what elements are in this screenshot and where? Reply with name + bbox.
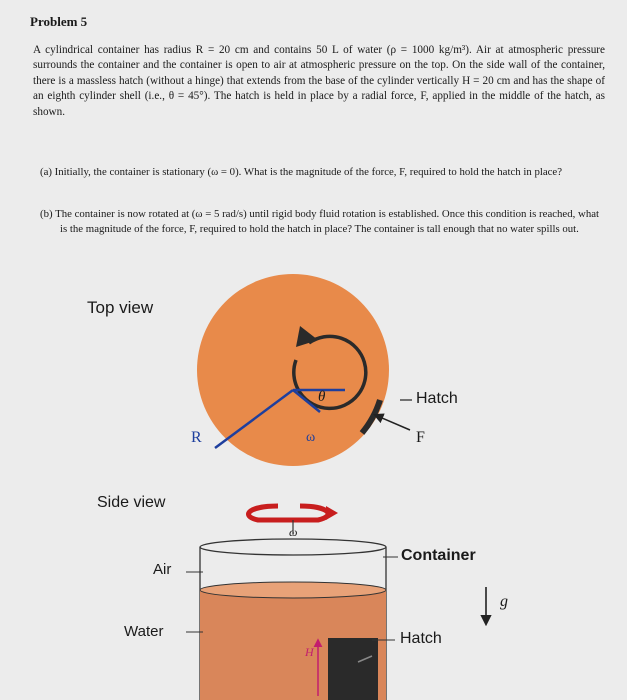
side-omega-label: ω: [289, 525, 298, 539]
container-label: Container: [401, 547, 476, 564]
top-view-title: Top view: [87, 298, 154, 317]
side-hatch: [328, 638, 378, 700]
top-omega-label: ω: [306, 430, 316, 445]
question-b-text: (b) The container is now rotated at (ω = 5 rad/s) until rigid body fluid rotation is established. Once this condition is reached, what is the magnitude of the force, F, required to hold the hatch in place? The container is tall enough that no water spills out.: [40, 208, 600, 235]
top-hatch-label: Hatch: [416, 390, 458, 407]
question-a-text: (a) Initially, the container is stationary (ω = 0). What is the magnitude of the force, F, required to hold the hatch in place?: [40, 166, 563, 178]
air-label: Air: [153, 561, 172, 578]
theta-label: θ: [318, 389, 326, 405]
radius-label: R: [191, 429, 202, 446]
problem-title: Problem 5: [30, 14, 88, 29]
water-label: Water: [124, 623, 164, 640]
water-surface: [200, 582, 386, 598]
height-label: H: [305, 645, 314, 659]
problem-statement: A cylindrical container has radius R = 20 cm and contains 50 L of water (ρ = 1000 kg/m³). Air at atmospheric pressure surrounds the container and the container is open to air at atmospheric pressure on the top. On the side wall of the container, there is a massless hatch (without a hinge) that extends from the base of the cylinder vertically H = 20 cm and has the shape of an eighth cylinder shell (i.e., θ = 45°). The hatch is held in place by a radial force, F, applied in the middle of the hatch, as shown.: [33, 44, 605, 118]
container-top-rim: [200, 539, 386, 555]
rotation-symbol: [248, 506, 328, 520]
gravity-label: g: [500, 593, 508, 610]
side-view-title: Side view: [97, 494, 166, 511]
force-label: F: [416, 429, 425, 446]
force-arrow: [375, 415, 410, 430]
side-view-diagram: [186, 506, 486, 700]
rotation-symbol-head: [326, 506, 338, 520]
top-view-diagram: [197, 274, 412, 466]
side-hatch-label: Hatch: [400, 630, 442, 647]
